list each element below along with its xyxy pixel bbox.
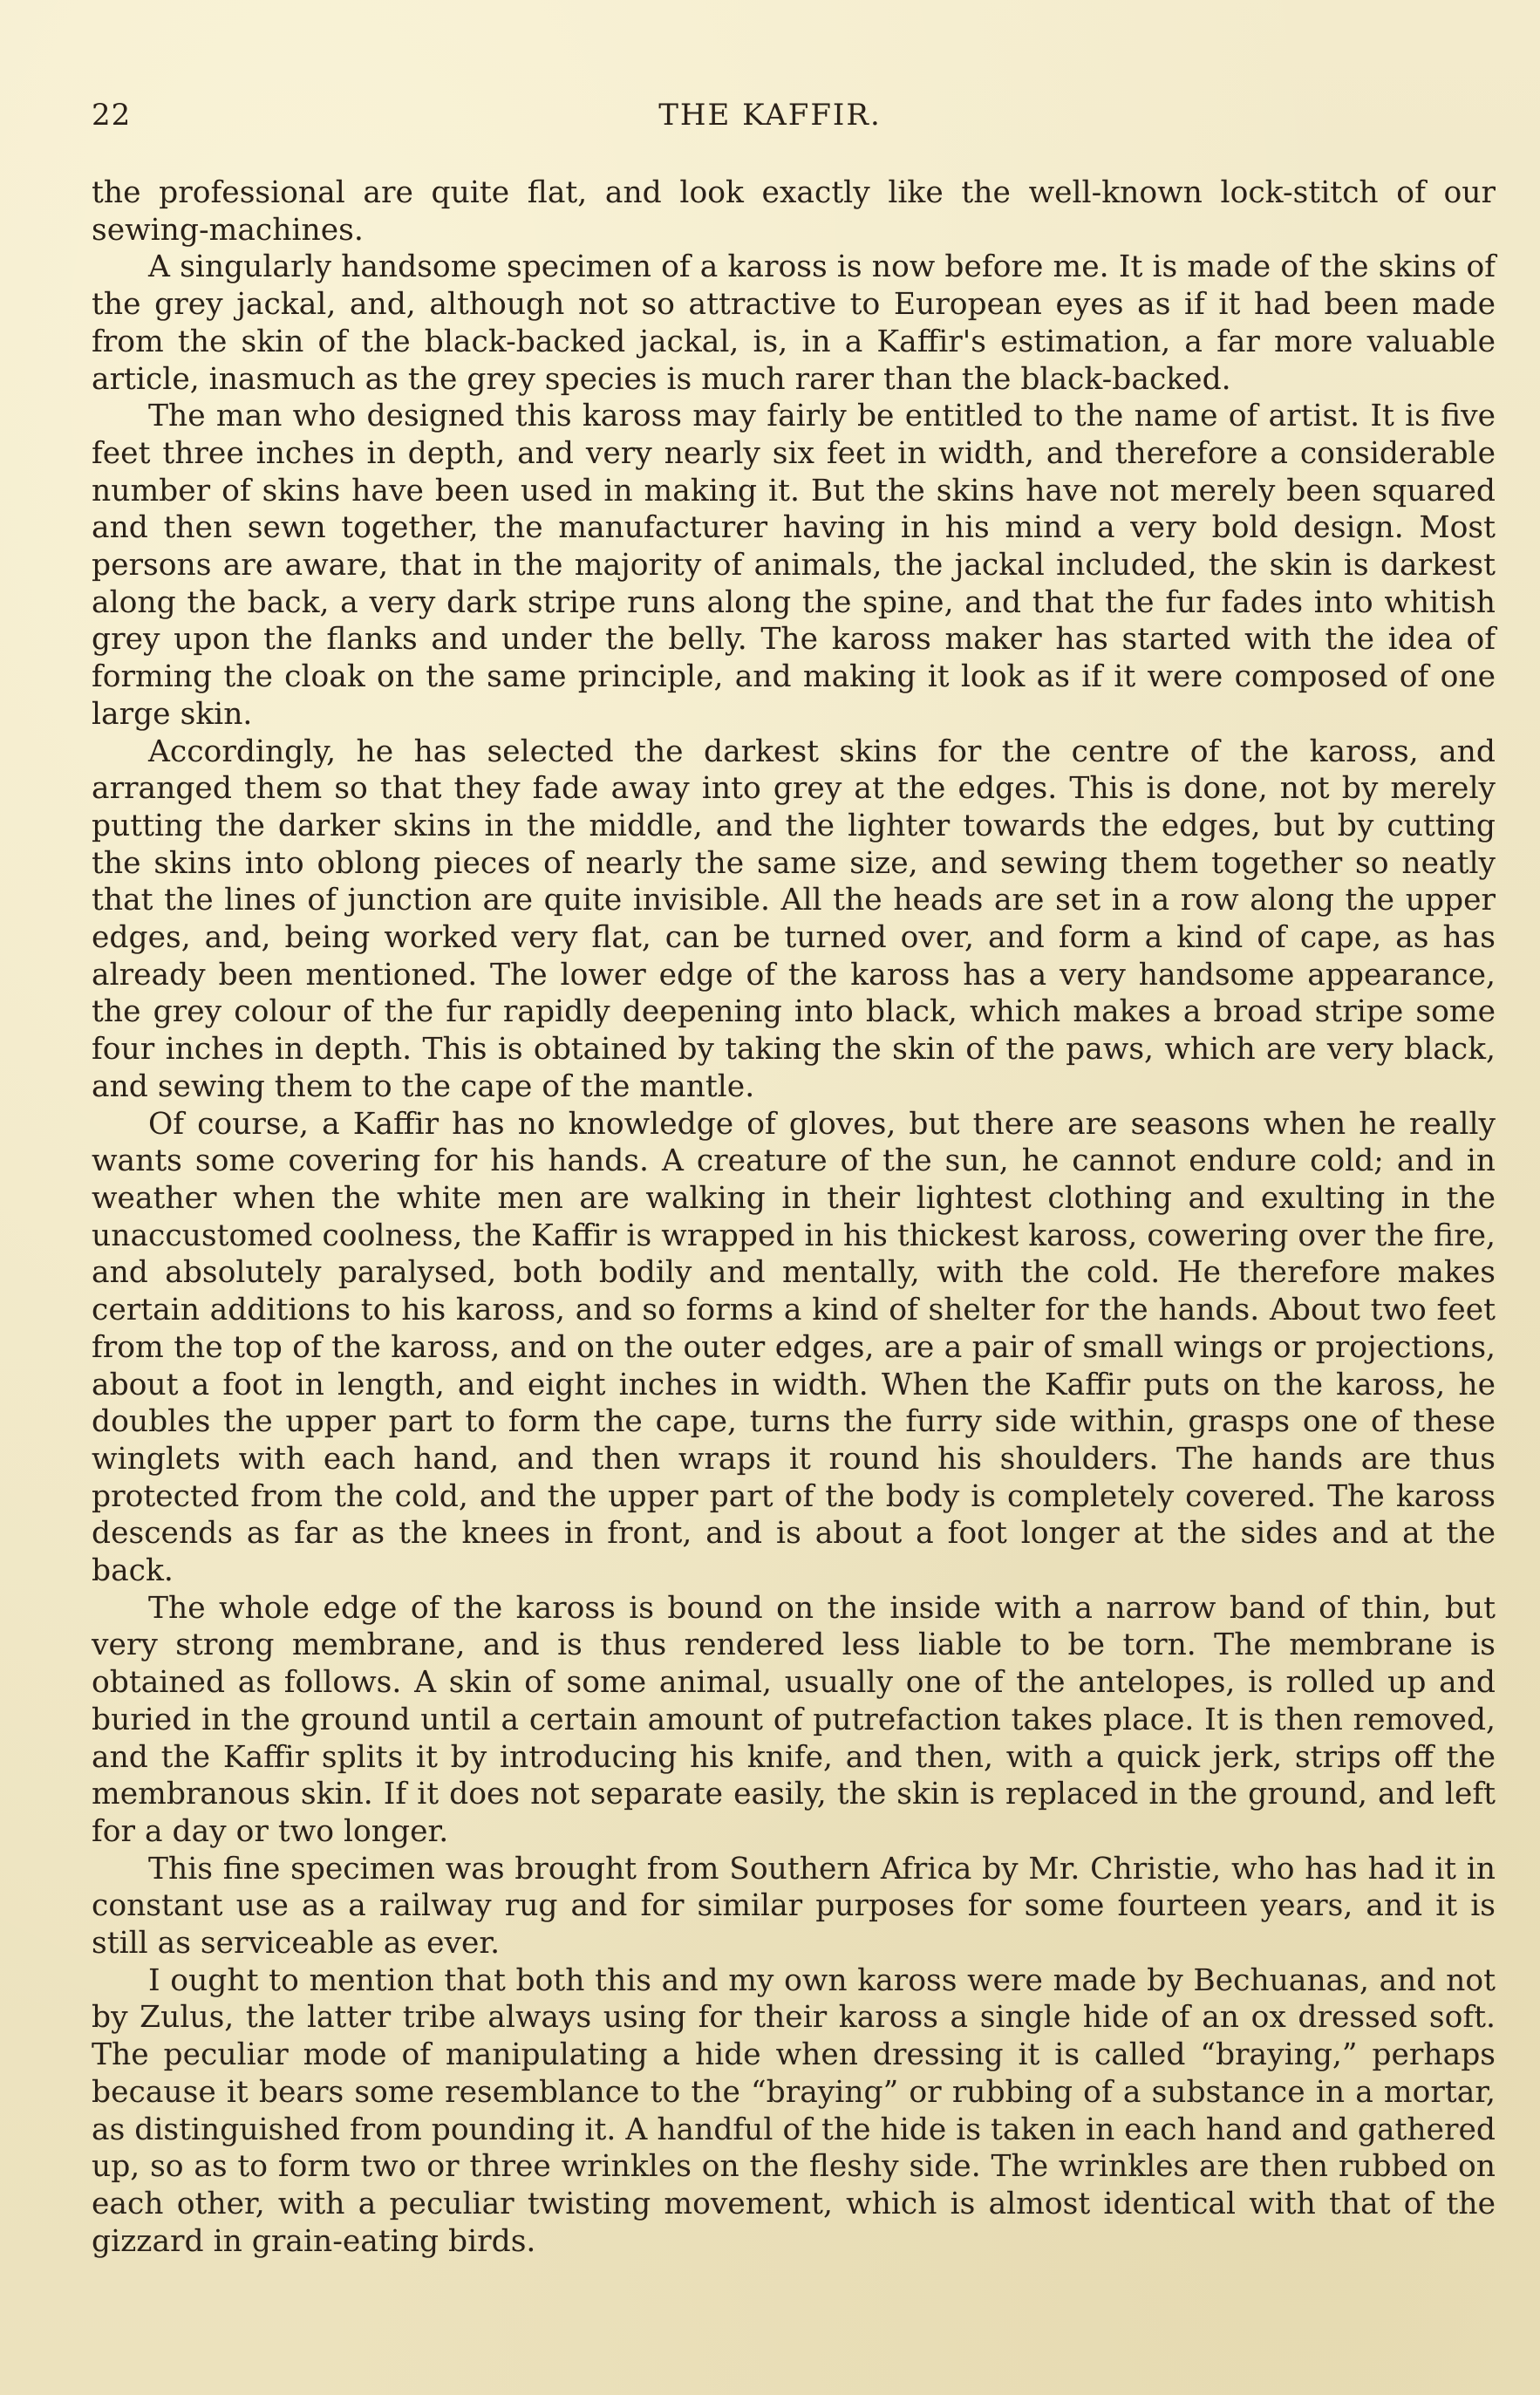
paragraph: This fine specimen was brought from Southern Africa by Mr. Christie, who has had it in constant use as a railway rug and for similar purposes for some fourteen years, and it is still as serviceable as ever.	[92, 1851, 1496, 1962]
paragraph: The man who designed this kaross may fairly be entitled to the name of artist. It is five feet three inches in depth, and very nearly six feet in width, and therefore a considerable number of skins have been used in making it. But the skins have not merely been squared and then sewn together, the manufacturer having in his mind a very bold design. Most persons are aware, that in the majority of animals, the jackal included, the skin is darkest along the back, a very dark stripe runs along the spine, and that the fur fades into whitish grey upon the flanks and under the belly. The kaross maker has started with the idea of forming the cloak on the same principle, and making it look as if it were composed of one large skin.	[92, 399, 1496, 732]
paragraph: The whole edge of the kaross is bound on the inside with a narrow band of thin, but very strong membrane, and is thus rendered less liable to be torn. The membrane is obtained as follows. A skin of some animal, usually one of the antelopes, is rolled up and buried in the ground until a certain amount of putrefaction takes place. It is then removed, and the Kaffir splits it by introducing his knife, and then, with a quick jerk, strips off the membranous skin. If it does not separate easily, the skin is replaced in the ground, and left for a day or two longer.	[92, 1590, 1496, 1849]
paragraph: Accordingly, he has selected the darkest skins for the centre of the kaross, and arranged them so that they fade away into grey at the edges. This is done, not by merely putting the darker skins in the middle, and the lighter towards the edges, but by cutting the skins into oblong pieces of nearly the same size, and sewing them together so neatly that the lines of junction are quite invisible. All the heads are set in a row along the upper edges, and, being worked very flat, can be turned over, and form a kind of cape, as has already been mentioned. The lower edge of the kaross has a very handsome appearance, the grey colour of the fur rapidly deepening into black, which makes a broad stripe some four inches in depth. This is obtained by taking the skin of the paws, which are very black, and sewing them to the cape of the mantle.	[92, 734, 1496, 1104]
paragraph: A singularly handsome specimen of a kaross is now before me. It is made of the skins of the grey jackal, and, although not so attractive to European eyes as if it had been made from the skin of the black-backed jackal, is, in a Kaffir's estimation, a far more valuable article, inasmuch as the grey species is much rarer than the black-backed.	[92, 249, 1496, 397]
paragraph: Of course, a Kaffir has no knowledge of gloves, but there are seasons when he really wants some covering for his hands. A creature of the sun, he cannot endure cold; and in weather when the white men are walking in their lightest clothing and exulting in the unaccustomed coolness, the Kaffir is wrapped in his thickest kaross, cowering over the fire, and absolutely paralysed, both bodily and mentally, with the cold. He therefore makes certain additions to his kaross, and so forms a kind of shelter for the hands. About two feet from the top of the kaross, and on the outer edges, are a pair of small wings or projections, about a foot in length, and eight inches in width. When the Kaffir puts on the kaross, he doubles the upper part to form the cape, turns the furry side within, grasps one of these winglets with each hand, and then wraps it round his shoulders. The hands are thus protected from the cold, and the upper part of the body is completely covered. The kaross descends as far as the knees in front, and is about a foot longer at the sides and at the back.	[92, 1106, 1496, 1589]
paragraph-continuation: the professional are quite flat, and look exactly like the well-known lock-stitch of our sewing-machines.	[92, 175, 1496, 248]
body-text	[92, 174, 1496, 2260]
running-head	[92, 98, 1448, 141]
paragraph: I ought to mention that both this and my own kaross were made by Bechuanas, and not by Zulus, the latter tribe always using for their kaross a single hide of an ox dressed soft. The peculiar mode of manipulating a hide when dressing it is called “braying,” perhaps because it bears some resemblance to the “braying” or rubbing of a substance in a mortar, as distinguished from pounding it. A handful of the hide is taken in each hand and gathered up, so as to form two or three wrinkles on the fleshy side. The wrinkles are then rubbed on each other, with a peculiar twisting movement, which is almost identical with that of the gizzard in grain-eating birds.	[92, 1962, 1496, 2259]
running-title: THE KAFFIR.	[658, 98, 882, 133]
page-number: 22	[92, 98, 132, 133]
